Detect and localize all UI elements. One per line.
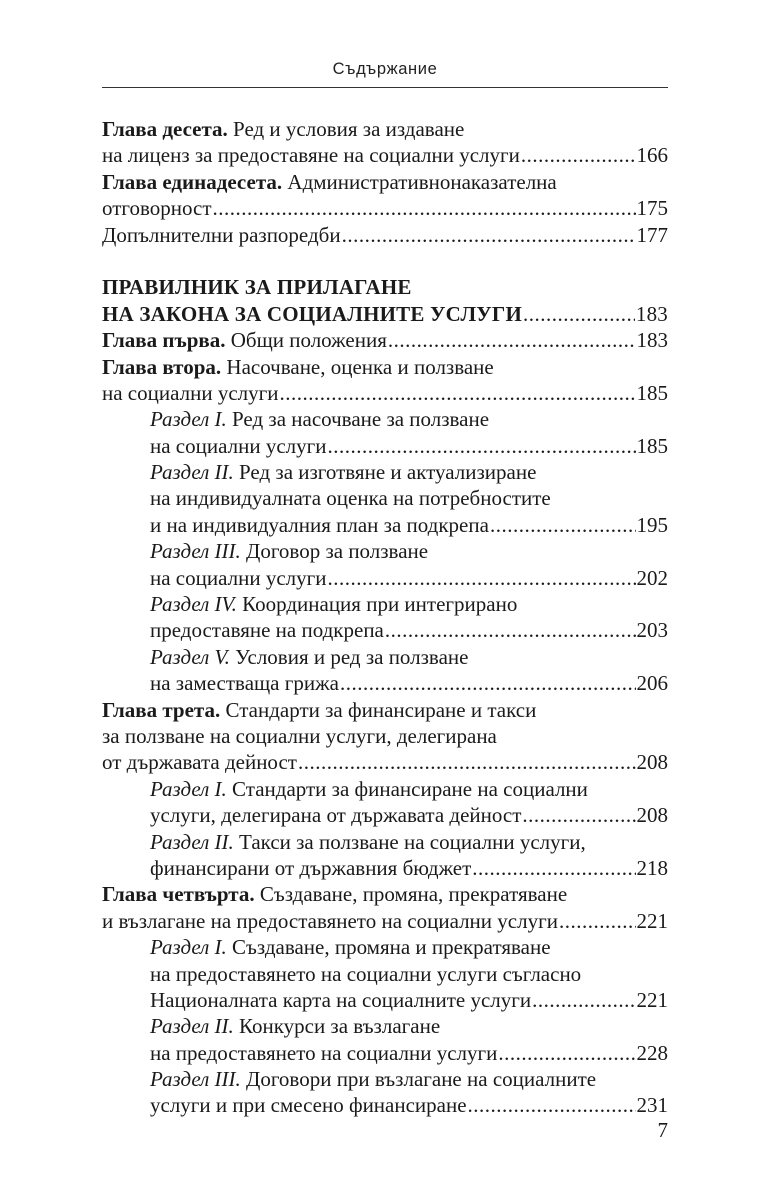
toc-line [102, 512, 668, 538]
toc-line [102, 908, 668, 934]
toc-line [102, 881, 668, 907]
toc-title: Административнонаказателна [282, 169, 557, 194]
toc-title: на социални услуги [102, 380, 279, 405]
toc-title: Създаване, промяна, прекратяване [254, 882, 568, 907]
toc-title: Допълнителни разпоредби [102, 222, 341, 247]
toc-page-number: 195 [636, 512, 668, 537]
toc-title: Конкурси за възлагане [233, 1014, 441, 1039]
toc-title: на заместваща грижа [150, 671, 339, 696]
toc-title: и възлагане на предоставянето на социални услуги [102, 908, 558, 933]
toc-page-number: 185 [636, 380, 668, 405]
toc-section-label: Раздел II. [150, 829, 234, 854]
toc-chapter-label: Глава четвърта. [102, 882, 255, 907]
toc-line [102, 749, 668, 775]
toc-leader-dots [279, 380, 635, 406]
toc-line [102, 961, 668, 987]
toc-part-title: ПРАВИЛНИК ЗА ПРИЛАГАНЕ [102, 275, 412, 300]
toc-line [102, 1066, 668, 1092]
toc-leader-dots [498, 1040, 635, 1066]
toc-title: Националната карта на социалните услуги [150, 987, 532, 1012]
toc-section-label: Раздел III. [150, 1067, 241, 1092]
toc-title: Стандарти за финансиране и такси [220, 697, 537, 722]
toc-section-label: Раздел IV. [150, 592, 237, 617]
toc-line [102, 354, 668, 380]
toc-title: Създаване, промяна и прекратяване [226, 935, 551, 960]
toc-title: от държавата дейност [102, 750, 297, 775]
toc-page-number: 221 [636, 908, 668, 933]
toc-page-number: 218 [636, 855, 668, 880]
toc-page-number: 175 [636, 196, 668, 221]
toc-title: услуги, делегирана от държавата дейност [150, 803, 522, 828]
toc-title: Насочване, оценка и ползване [221, 354, 494, 379]
toc-line [102, 222, 668, 248]
toc-line [102, 116, 668, 142]
toc-part-title: НА ЗАКОНА ЗА СОЦИАЛНИТЕ УСЛУГИ [102, 301, 523, 326]
toc-title: услуги и при смесено финансиране [150, 1093, 467, 1118]
toc-title: Договор за ползване [240, 539, 429, 564]
toc-chapter-label: Глава трета. [102, 697, 221, 722]
toc-chapter-label: Глава единадесета. [102, 169, 283, 194]
toc-line [102, 195, 668, 221]
toc-line [102, 301, 668, 327]
toc-title: Ред и условия за издаване [227, 117, 465, 141]
toc-line [102, 327, 668, 353]
toc-leader-dots [468, 1092, 636, 1118]
toc-line [102, 538, 668, 564]
toc-title: Такси за ползване на социални услуги, [233, 829, 586, 854]
toc-title: на предоставянето на социални услуги [150, 1040, 498, 1065]
toc-page-number: 183 [635, 301, 668, 326]
toc-page-number: 206 [636, 671, 668, 696]
toc-line [102, 274, 668, 300]
toc-title: на социални услуги [150, 433, 327, 458]
toc-title: Стандарти за финансиране на социални [226, 776, 588, 801]
toc-leader-dots [521, 142, 636, 168]
toc-line [102, 855, 668, 881]
page-number: 7 [657, 1118, 668, 1142]
toc-line [102, 169, 668, 195]
toc-leader-dots [472, 855, 635, 881]
toc-line [102, 802, 668, 828]
toc-leader-dots [523, 301, 635, 327]
toc-page-number: 177 [636, 222, 668, 247]
toc-title: и на индивидуалния план за подкрепа [150, 512, 489, 537]
toc-title: за ползване на социални услуги, делегирана [102, 723, 497, 748]
toc-leader-dots [342, 222, 636, 248]
toc-title: предоставяне на подкрепа [150, 618, 384, 643]
toc-title: Договори при възлагане на социалните [240, 1067, 597, 1092]
toc-page-number: 183 [636, 328, 668, 353]
toc-title: Ред за насочване за ползване [226, 407, 490, 432]
toc-line [102, 142, 668, 168]
toc-leader-dots [298, 749, 636, 775]
toc-leader-dots [559, 908, 636, 934]
toc-line [102, 987, 668, 1013]
toc-page-number: 166 [636, 143, 668, 168]
toc-page-number: 221 [636, 987, 668, 1012]
toc-line [102, 433, 668, 459]
toc-line [102, 485, 668, 511]
toc-leader-dots [388, 327, 636, 353]
toc-title: финансирани от държавния бюджет [150, 855, 472, 880]
toc-line [102, 565, 668, 591]
toc-section-label: Раздел III. [150, 539, 241, 564]
toc-line [102, 1040, 668, 1066]
toc-line [102, 591, 668, 617]
toc-line [102, 644, 668, 670]
toc-line [102, 1013, 668, 1039]
toc-title: Условия и ред за ползване [229, 644, 469, 669]
toc-title: отговорност [102, 196, 212, 221]
toc-leader-dots [340, 670, 636, 696]
toc-leader-dots [213, 195, 636, 221]
toc-title: Координация при интегрирано [236, 592, 518, 617]
toc-section-label: Раздел V. [150, 644, 230, 669]
header-rule [102, 87, 668, 88]
toc-section-label: Раздел II. [150, 1014, 234, 1039]
toc-title: на индивидуалната оценка на потребностите [150, 486, 551, 511]
table-of-contents [102, 116, 668, 1119]
toc-page-number: 185 [636, 433, 668, 458]
toc-leader-dots [327, 565, 635, 591]
toc-title: Ред за изготвяне и актуализиране [233, 460, 537, 485]
toc-line [102, 723, 668, 749]
toc-page-number: 203 [636, 618, 668, 643]
toc-section-label: Раздел I. [150, 935, 227, 960]
toc-page-number: 202 [636, 565, 668, 590]
toc-line [102, 934, 668, 960]
toc-section-label: Раздел I. [150, 407, 227, 432]
toc-leader-dots [327, 433, 635, 459]
toc-leader-dots [490, 512, 636, 538]
toc-title: на предоставянето на социални услуги съгласно [150, 961, 582, 986]
toc-line [102, 459, 668, 485]
toc-line [102, 697, 668, 723]
section-gap [102, 248, 668, 274]
toc-page-number: 208 [636, 803, 668, 828]
toc-line [102, 406, 668, 432]
toc-line [102, 1092, 668, 1118]
toc-line [102, 617, 668, 643]
toc-section-label: Раздел II. [150, 460, 234, 485]
running-head-title: Съдържание [332, 60, 438, 78]
toc-chapter-label: Глава първа. [102, 328, 226, 353]
toc-leader-dots [532, 987, 635, 1013]
toc-title: Общи положения [225, 328, 387, 353]
toc-section-label: Раздел I. [150, 776, 227, 801]
toc-line [102, 776, 668, 802]
toc-line [102, 829, 668, 855]
toc-page-number: 208 [636, 750, 668, 775]
toc-line [102, 670, 668, 696]
toc-leader-dots [522, 802, 635, 828]
toc-title: на социални услуги [150, 565, 327, 590]
toc-title: на лиценз за предоставяне на социални услуги [102, 143, 520, 168]
toc-chapter-label: Глава десета. [102, 117, 228, 141]
toc-chapter-label: Глава втора. [102, 354, 222, 379]
toc-line [102, 380, 668, 406]
toc-page-number: 231 [636, 1093, 668, 1118]
toc-leader-dots [385, 617, 636, 643]
toc-page-number: 228 [636, 1040, 668, 1065]
